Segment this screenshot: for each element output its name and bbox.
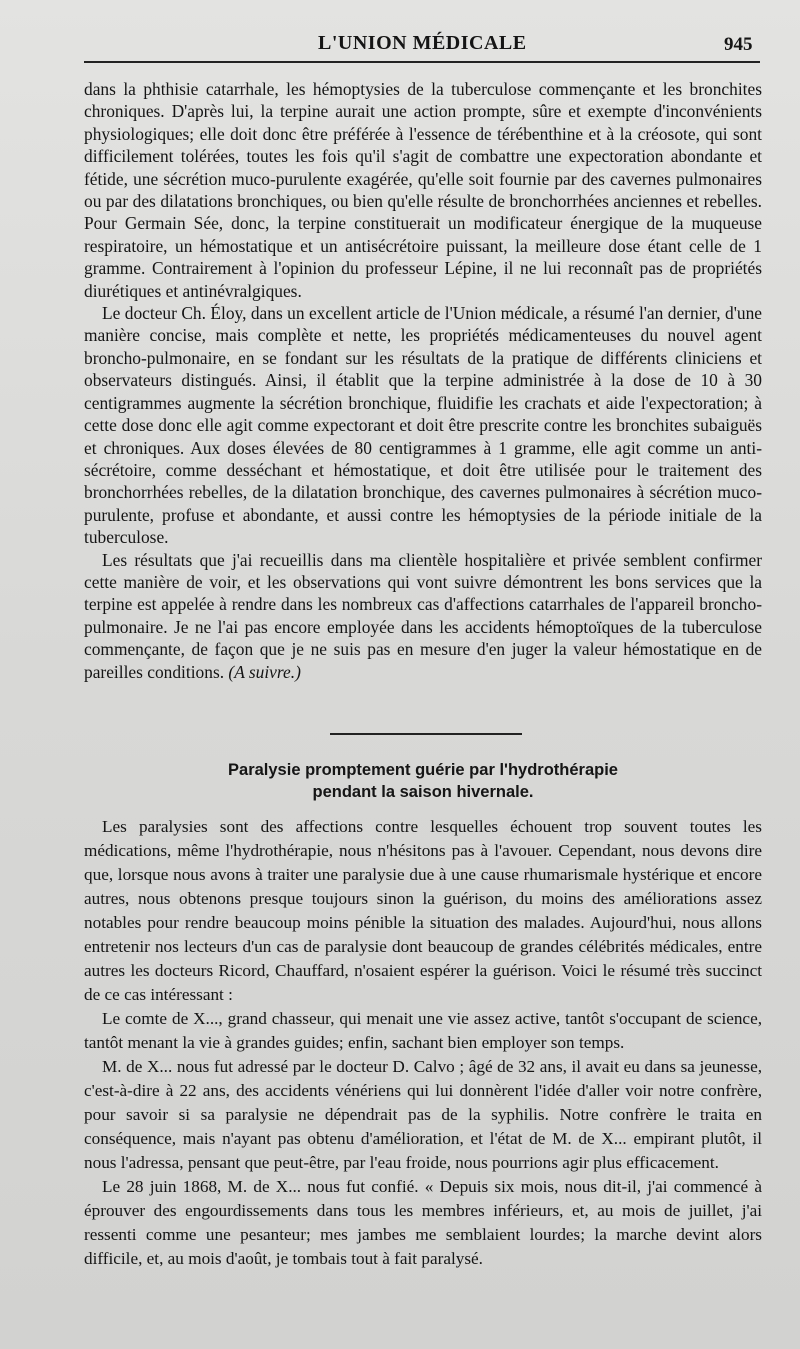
section-separator	[330, 733, 522, 735]
article-2-paragraph: Le comte de X..., grand chasseur, qui menait une vie assez active, tantôt s'occupant de science, tantôt menant la vie à grandes guides; enfin, sachant bien employer son temps.	[84, 1009, 762, 1052]
article-1-last-paragraph	[84, 549, 762, 683]
article-1-paragraph: dans la phthisie catarrhale, les hémoptysies de la tuberculose commençante et les bronchites chroniques. D'après lui, la terpine aurait une action prompte, sûre et exempte d'inconvénients physiologiques; elle doit donc être préférée à l'essence de térébenthine et à la créosote, qui sont difficilement tolérées, toutes les fois qu'il s'agit de combattre une expectoration abondante et fétide, une sécrétion muco-purulente exagérée, qu'elle soit fournie par des cavernes pulmonaires ou par des dilatations bronchiques, ou bien qu'elle résulte de bronchorrhées anciennes et rebelles. Pour Germain Sée, donc, la terpine constituerait un modificateur énergique de la muqueuse respiratoire, un hémostatique et un antisécrétoire puissant, la meilleure dose étant celle de 1 gramme. Contrairement à l'opinion du professeur Lépine, il ne lui reconnaît pas de propriétés diurétiques et antinévralgiques.	[84, 79, 762, 301]
article-2-title-line-2: pendant la saison hivernale.	[312, 783, 534, 801]
article-2-heading	[84, 759, 762, 803]
article-2-paragraph: Les paralysies sont des affections contre lesquelles échouent trop souvent toutes les médications, même l'hydrothérapie, nous n'hésitons pas à l'avouer. Cependant, nous devons dire que, lorsque nous avons à traiter une paralysie due à une cause rhumarismale hystérique et encore autres, nous obtenons presque toujours sinon la guérison, du moins des améliorations assez notables pour rendre beaucoup moins pénible la situation des malades. Aujourd'hui, nous allons entretenir nos lecteurs d'un cas de paralysie dont beaucoup de grandes célébrités médicales, entre autres les docteurs Ricord, Chauffard, n'osaient espérer la guérison. Voici le résumé très succinct de ce cas intéressant :	[84, 817, 762, 1004]
article-2-paragraph: M. de X... nous fut adressé par le docteur D. Calvo ; âgé de 32 ans, il avait eu dans sa jeunesse, c'est-à-dire à 22 ans, des accidents vénériens qui lui donnèrent l'idée d'aller voir notre confrère, pour savoir si sa paralysie ne dépendrait pas de la syphilis. Notre confrère le traita en conséquence, mais n'ayant pas obtenu d'amélioration, et l'état de M. de X... empirant plutôt, il nous l'adressa, pensant que peut-être, par l'eau froide, nous pourrions agir plus efficacement.	[84, 1057, 762, 1172]
page-number: 945	[724, 34, 753, 55]
to-be-continued: (A suivre.)	[228, 661, 301, 682]
article-2-body	[84, 815, 762, 1271]
article-2-title-line-1: Paralysie promptement guérie par l'hydrothérapie	[228, 761, 618, 779]
article-1-last-text: Les résultats que j'ai recueillis dans ma clientèle hospitalière et privée semblent confirmer cette manière de voir, et les observations qui vont suivre démontrent les bons services que la terpine est appelée à rendre dans les nombreux cas d'affections catarrhales de l'appareil broncho-pulmonaire. Je ne l'ai pas encore employée dans les accidents hémoptoïques de la tuberculose commençante, de façon que je ne suis pas en mesure d'en juger la valeur hémostatique en de pareilles conditions.	[84, 549, 762, 682]
article-2-paragraph: Le 28 juin 1868, M. de X... nous fut confié. « Depuis six mois, nous dit-il, j'ai commencé à éprouver des engourdissements dans tous les membres inférieurs, et, au mois de juillet, j'ai ressenti comme une pesanteur; mes jambes me semblaient lourdes; la marche devint alors difficile, et, au mois d'août, je tombais tout à fait paralysé.	[84, 1177, 762, 1268]
journal-title: L'UNION MÉDICALE	[318, 32, 527, 54]
article-1-paragraph: Le docteur Ch. Éloy, dans un excellent article de l'Union médicale, a résumé l'an dernier, d'une manière concise, mais complète et nette, les propriétés médicamenteuses du nouvel agent broncho-pulmonaire, en se fondant sur les résultats de la pratique de différents cliniciens et observateurs distingués. Ainsi, il établit que la terpine administrée à la dose de 10 à 30 centigrammes augmente la sécrétion bronchique, fluidifie les crachats et aide l'expectoration; à cette dose donc elle agit comme expectorant et doit être prescrite contre les bronchites subaiguës et chroniques. Aux doses élevées de 80 centigrammes à 1 gramme, elle agit comme un anti-sécrétoire, comme desséchant et hémostatique, et doit être utilisée pour le traitement des bronchorrhées rebelles, de la dilatation bronchique, des cavernes pulmonaires à sécrétion muco-purulente, profuse et abondante, et aussi contre les hémoptysies de la période initiale de la tuberculose.	[84, 303, 762, 548]
running-head	[0, 30, 800, 60]
article-1-body	[84, 78, 762, 683]
header-rule	[84, 61, 760, 63]
